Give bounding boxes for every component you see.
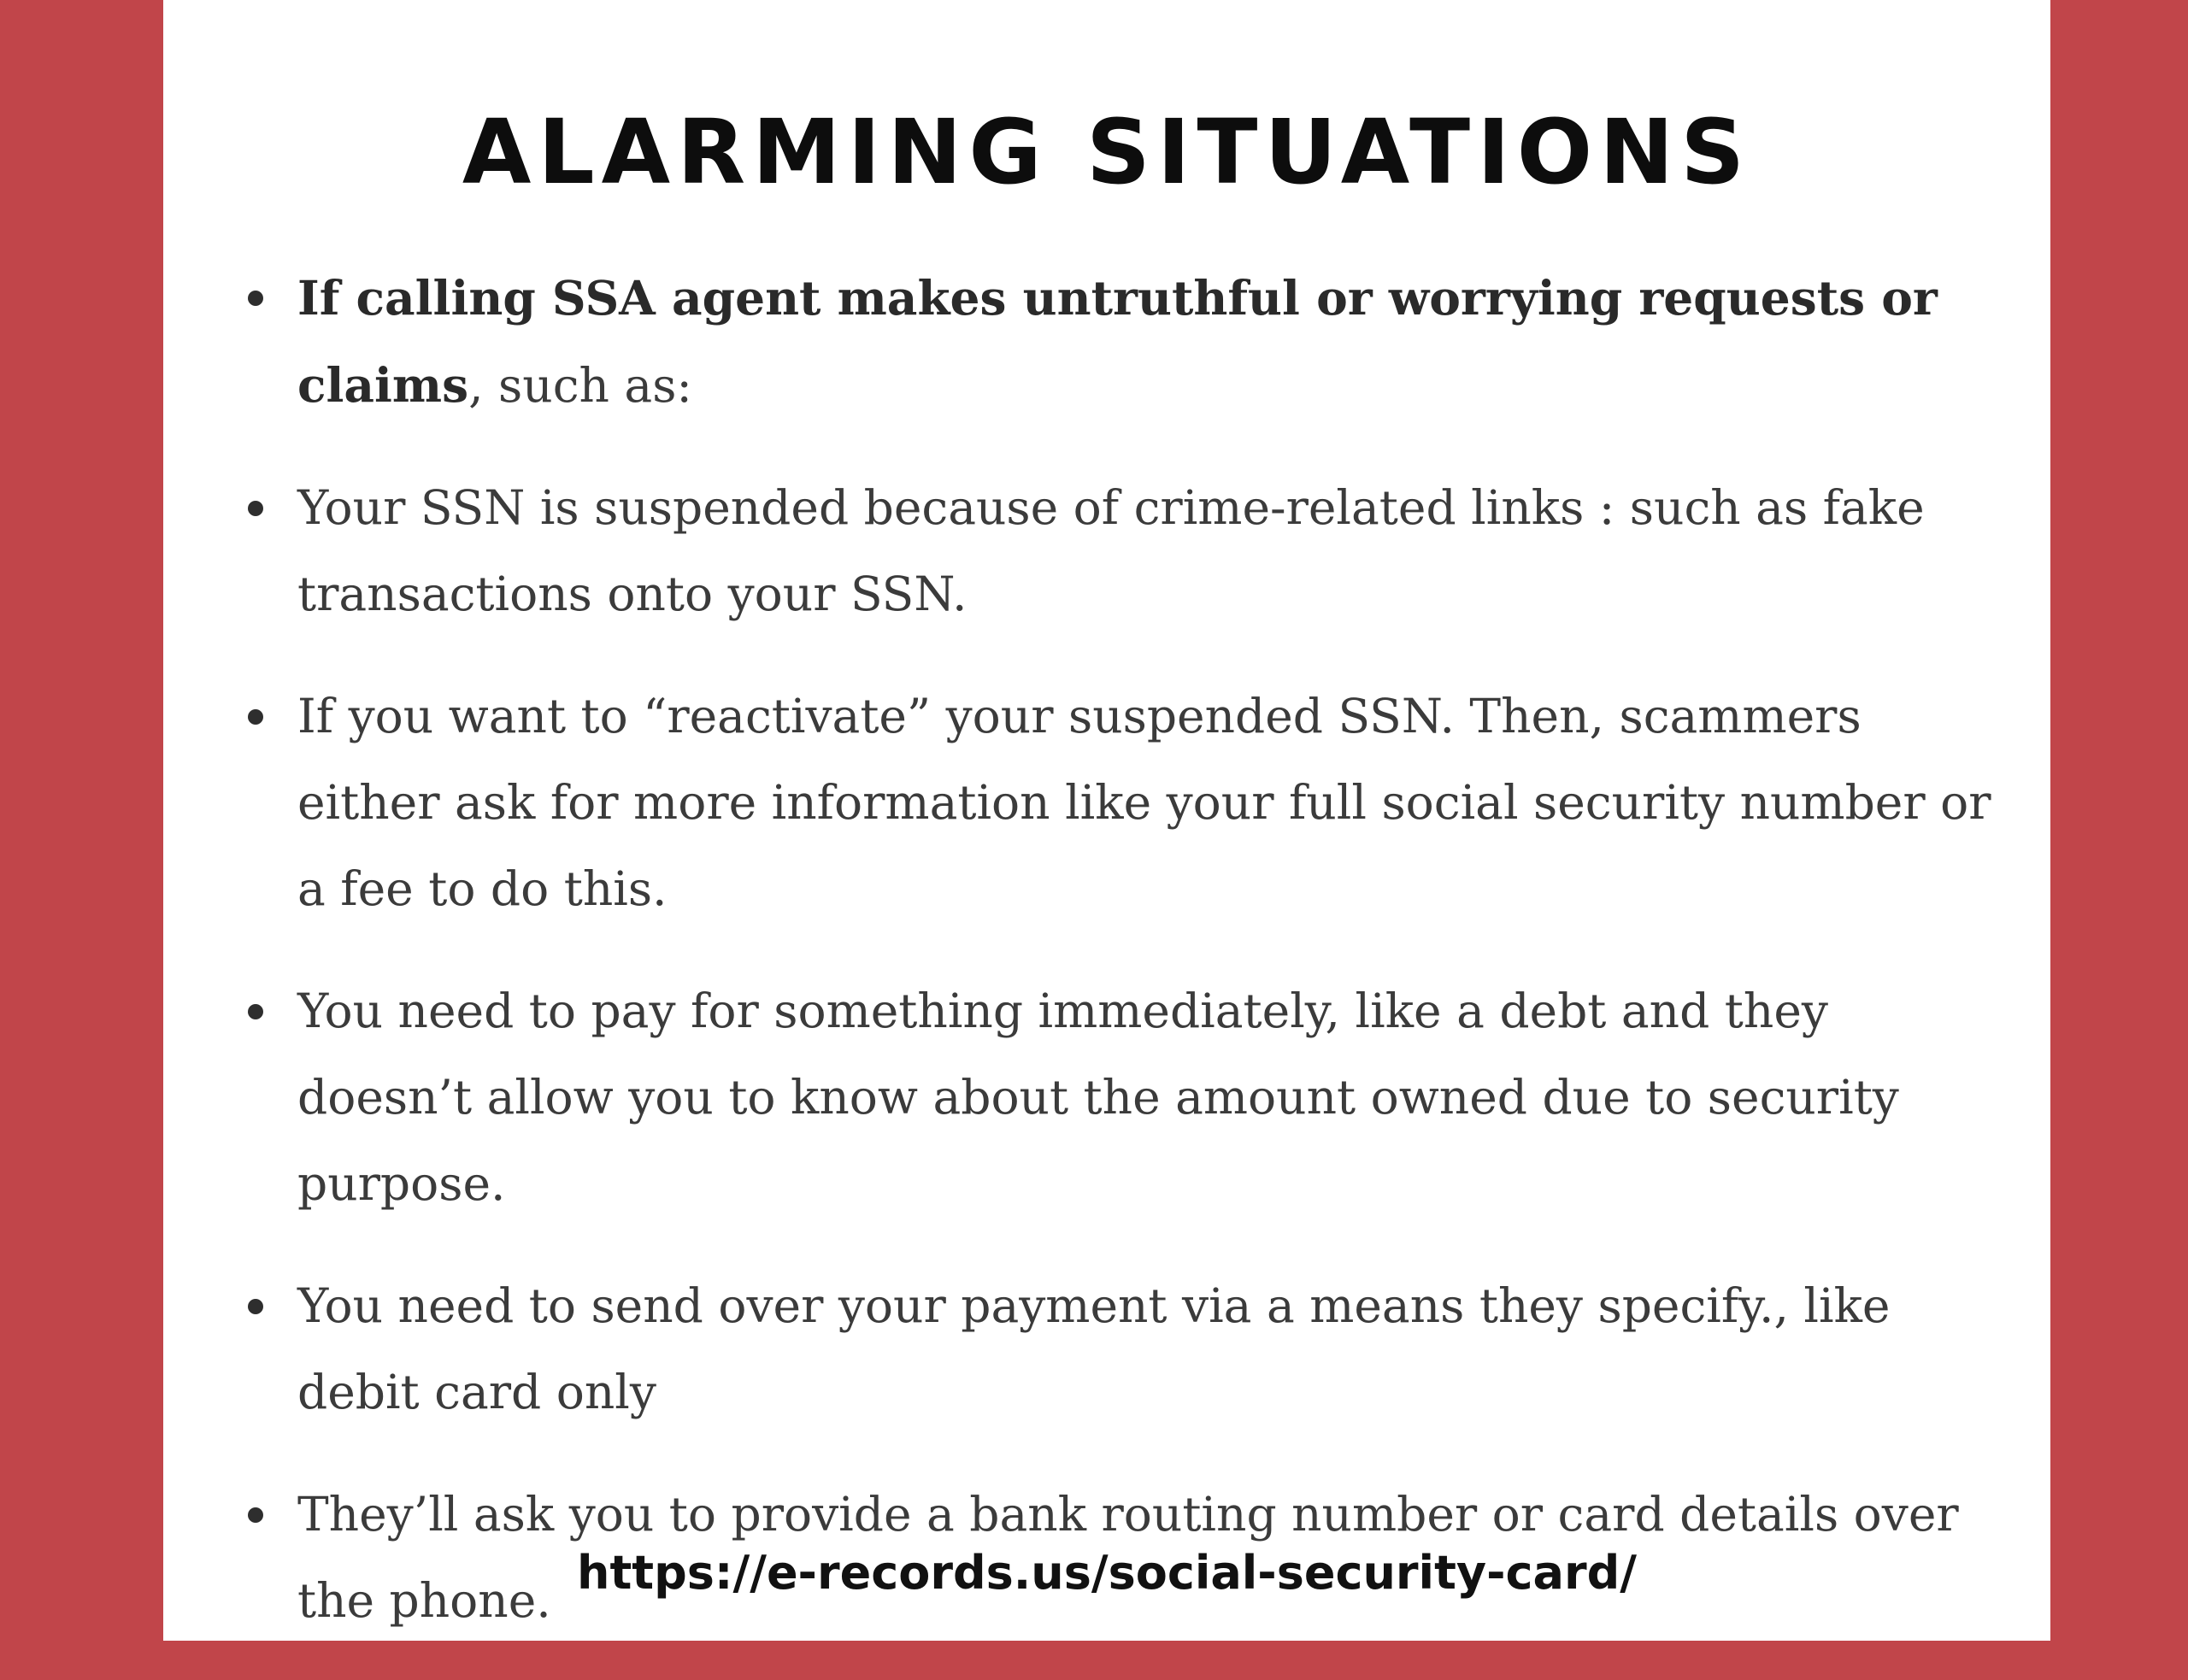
bullet-icon (248, 501, 263, 516)
bullet-icon (248, 1507, 263, 1523)
source-url[interactable]: https://e-records.us/social-security-card/ (577, 1546, 1637, 1600)
list-item (297, 673, 2015, 932)
list-item (297, 465, 2015, 637)
list-item-text: If you want to “reactivate” your suspended SSN. Then, scammers either ask for more information like your full social security number or a fee to do this. (297, 689, 1991, 916)
list-item (297, 1263, 2015, 1436)
page-title: ALARMING SITUATIONS (462, 100, 1752, 204)
list-item (297, 255, 2015, 429)
list-item-text: You need to pay for something immediately, like a debt and they doesn’t allow you to know about the amount owned due to security purpose. (297, 984, 1899, 1211)
bullet-list (297, 255, 2015, 1680)
list-item (297, 968, 2015, 1227)
list-item-text: , such as: (468, 358, 692, 413)
bullet-icon (248, 709, 263, 725)
bullet-icon (248, 1299, 263, 1314)
content-panel (163, 0, 2050, 1641)
bullet-icon (248, 1004, 263, 1019)
left-red-band (0, 0, 163, 1641)
right-red-band (2050, 0, 2188, 1641)
list-item-text: Your SSN is suspended because of crime-related links : such as fake transactions onto your SSN. (297, 480, 1925, 621)
list-item-text: They’ll ask you to provide a bank routing number or card details over the phone. (297, 1487, 1959, 1628)
bullet-icon (248, 291, 263, 306)
list-item-bold-text: If calling SSA agent makes untruthful or worrying requests or claims (297, 270, 1938, 413)
list-item-text: You need to send over your payment via a means they specify., like debit card only (297, 1278, 1891, 1419)
